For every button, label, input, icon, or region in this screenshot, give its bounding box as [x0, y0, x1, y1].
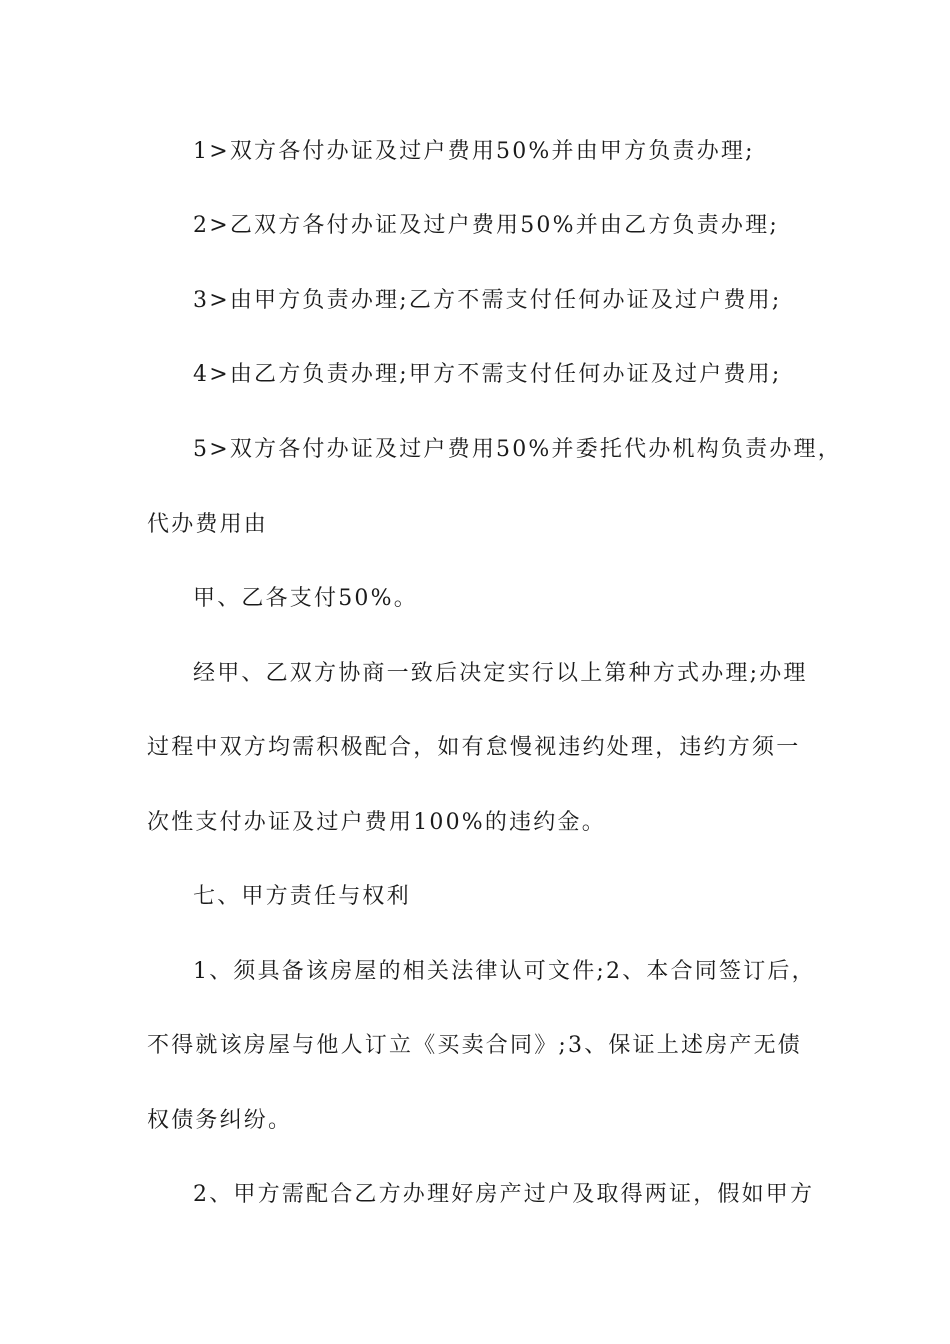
text-line-clause-1: 1、须具备该房屋的相关法律认可文件;2、本合同签订后，: [193, 959, 816, 984]
text-line-agreement: 经甲、乙双方协商一致后决定实行以上第种方式办理;办理: [193, 661, 808, 686]
text-line-option-3: 3>由甲方负责办理;乙方不需支付任何办证及过户费用;: [193, 288, 782, 313]
text-line-agreement-end: 次性支付办证及过户费用100%的违约金。: [147, 810, 606, 835]
text-line-option-4: 4>由乙方负责办理;甲方不需支付任何办证及过户费用;: [193, 362, 782, 387]
text-line-option-5-continued: 代办费用由: [147, 512, 269, 537]
text-line-clause-1-continued: 不得就该房屋与他人订立《买卖合同》;3、保证上述房产无债: [147, 1033, 803, 1058]
text-line-option-5-end: 甲、乙各支付50%。: [193, 586, 418, 611]
text-line-clause-2: 2、甲方需配合乙方办理好房产过户及取得两证，假如甲方: [193, 1182, 815, 1207]
text-line-agreement-continued: 过程中双方均需积极配合，如有怠慢视违约处理，违约方须一: [147, 735, 801, 760]
text-line-option-5: 5>双方各付办证及过户费用50%并委托代办机构负责办理，: [193, 437, 842, 462]
section-heading: 七、甲方责任与权利: [193, 884, 411, 909]
text-line-clause-1-end: 权债务纠纷。: [147, 1108, 293, 1133]
text-line-option-2: 2>乙双方各付办证及过户费用50%并由乙方负责办理;: [193, 213, 779, 238]
text-line-option-1: 1>双方各付办证及过户费用50%并由甲方负责办理;: [193, 139, 755, 164]
